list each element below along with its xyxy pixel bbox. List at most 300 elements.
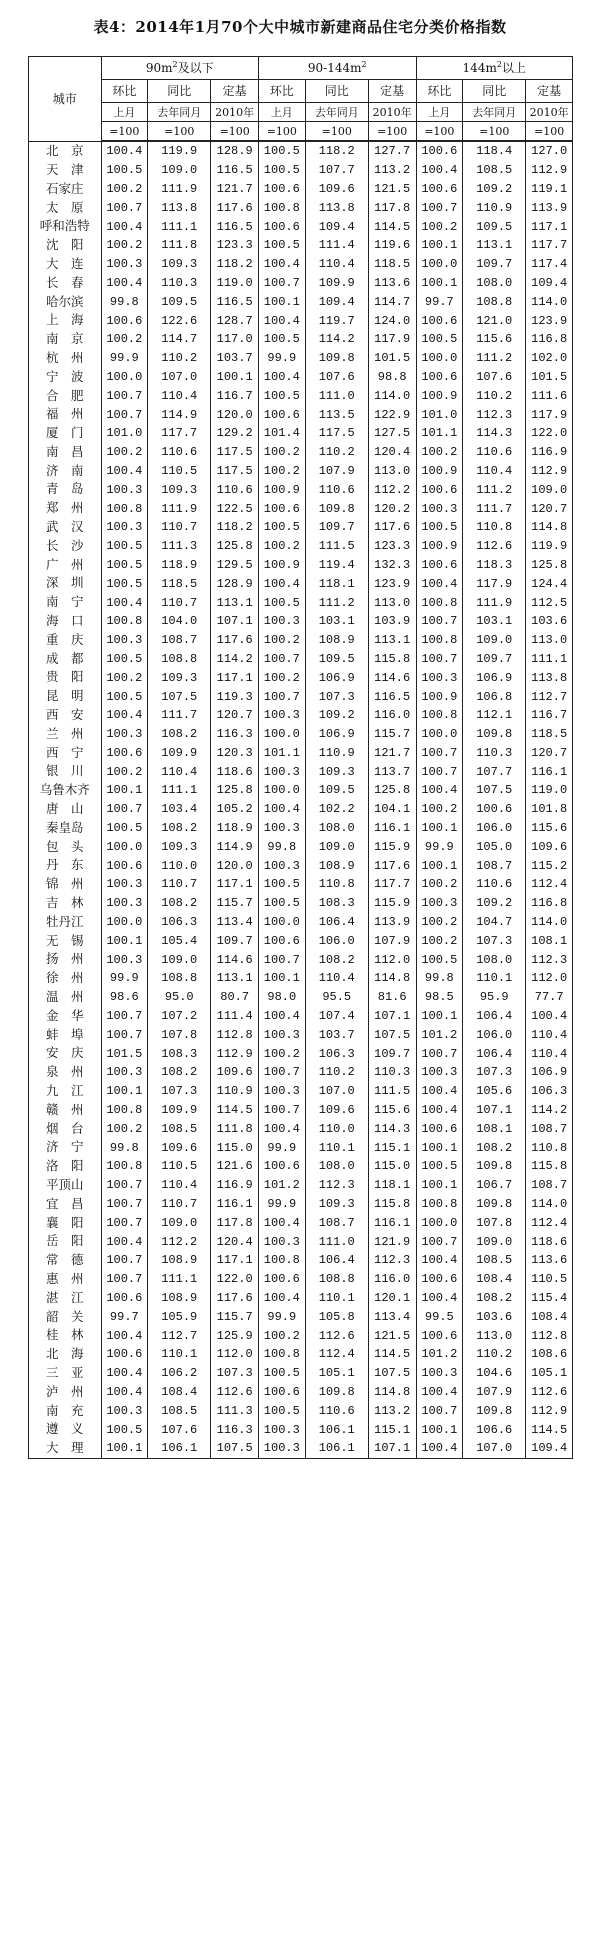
city-name-cell: 深 圳 <box>29 574 102 593</box>
index-value-cell: 109.8 <box>463 1157 526 1176</box>
index-value-cell: 112.4 <box>526 1213 573 1232</box>
index-value-cell: 108.2 <box>148 1063 211 1082</box>
index-value-cell: 114.5 <box>368 217 416 236</box>
index-value-cell: 100.2 <box>101 180 148 199</box>
index-value-cell: 107.1 <box>368 1007 416 1026</box>
table-row <box>29 161 573 180</box>
index-value-cell: 110.6 <box>148 443 211 462</box>
index-value-cell: 112.4 <box>526 875 573 894</box>
index-value-cell: 115.6 <box>526 819 573 838</box>
index-value-cell: 110.9 <box>305 744 368 763</box>
index-value-cell: 100.5 <box>101 819 148 838</box>
index-value-cell: 117.6 <box>368 856 416 875</box>
index-value-cell: 118.1 <box>305 574 368 593</box>
index-value-cell: 109.6 <box>526 837 573 856</box>
index-value-cell: 108.9 <box>148 1251 211 1270</box>
index-value-cell: 117.8 <box>368 198 416 217</box>
index-value-cell: 100.4 <box>416 1439 463 1458</box>
index-value-cell: 101.5 <box>368 349 416 368</box>
index-value-cell: 107.9 <box>368 931 416 950</box>
index-value-cell: 111.5 <box>368 1082 416 1101</box>
city-name-cell: 南 宁 <box>29 593 102 612</box>
index-value-cell: 101.4 <box>259 424 306 443</box>
index-value-cell: 129.2 <box>211 424 259 443</box>
city-name-cell: 上 海 <box>29 311 102 330</box>
index-value-cell: 117.9 <box>526 405 573 424</box>
index-value-cell: 111.8 <box>148 236 211 255</box>
index-value-cell: 107.9 <box>463 1383 526 1402</box>
index-value-cell: 100.2 <box>259 1326 306 1345</box>
index-value-cell: 110.1 <box>305 1289 368 1308</box>
index-value-cell: 123.9 <box>526 311 573 330</box>
index-value-cell: 100.1 <box>101 1439 148 1458</box>
table-row <box>29 1251 573 1270</box>
index-value-cell: 100.8 <box>416 1195 463 1214</box>
index-value-cell: 100.4 <box>416 1101 463 1120</box>
index-value-cell: 109.9 <box>305 274 368 293</box>
city-name-cell: 九 江 <box>29 1082 102 1101</box>
index-value-cell: 114.6 <box>368 668 416 687</box>
index-value-cell: 106.4 <box>305 913 368 932</box>
index-value-cell: 100.5 <box>259 894 306 913</box>
table-row <box>29 762 573 781</box>
table-row <box>29 255 573 274</box>
index-value-cell: 100.7 <box>101 405 148 424</box>
index-value-cell: 106.1 <box>148 1439 211 1458</box>
index-value-cell: 100.6 <box>259 931 306 950</box>
index-value-cell: 120.7 <box>211 706 259 725</box>
index-value-cell: 109.8 <box>463 1401 526 1420</box>
index-value-cell: 115.6 <box>368 1101 416 1120</box>
index-value-cell: 100.4 <box>101 1326 148 1345</box>
index-value-cell: 110.7 <box>148 1195 211 1214</box>
index-value-cell: 120.0 <box>211 405 259 424</box>
table-row <box>29 480 573 499</box>
index-value-cell: 100.3 <box>259 856 306 875</box>
index-value-cell: 104.0 <box>148 612 211 631</box>
index-value-cell: 115.1 <box>368 1138 416 1157</box>
index-value-cell: 101.2 <box>259 1176 306 1195</box>
index-value-cell: 115.7 <box>211 894 259 913</box>
index-value-cell: 113.9 <box>368 913 416 932</box>
index-value-cell: 100.3 <box>101 950 148 969</box>
index-value-cell: 105.0 <box>463 837 526 856</box>
index-value-cell: 120.4 <box>211 1232 259 1251</box>
table-row <box>29 875 573 894</box>
index-value-cell: 108.8 <box>463 292 526 311</box>
index-value-cell: 100.5 <box>101 537 148 556</box>
index-value-cell: 100.6 <box>259 1157 306 1176</box>
table-row <box>29 1082 573 1101</box>
table-row <box>29 236 573 255</box>
base-period-label: 上月 <box>101 103 148 122</box>
index-value-cell: 100.1 <box>416 274 463 293</box>
index-value-cell: 120.4 <box>368 443 416 462</box>
index-value-cell: 109.4 <box>305 217 368 236</box>
index-value-cell: 115.8 <box>526 1157 573 1176</box>
table-row <box>29 330 573 349</box>
index-value-cell: 106.0 <box>463 819 526 838</box>
index-value-cell: 116.5 <box>368 687 416 706</box>
index-value-cell: 118.9 <box>211 819 259 838</box>
index-value-cell: 100.6 <box>416 311 463 330</box>
index-value-cell: 108.2 <box>305 950 368 969</box>
index-value-cell: 112.6 <box>526 1383 573 1402</box>
index-value-cell: 108.2 <box>148 725 211 744</box>
index-value-cell: 125.9 <box>211 1326 259 1345</box>
index-value-cell: 110.6 <box>305 1401 368 1420</box>
index-value-cell: 106.4 <box>463 1007 526 1026</box>
index-value-cell: 100.1 <box>416 1138 463 1157</box>
index-value-cell: 100.2 <box>259 1044 306 1063</box>
index-value-cell: 106.8 <box>463 687 526 706</box>
index-value-cell: 114.7 <box>368 292 416 311</box>
base-value-label: =100 <box>368 122 416 142</box>
index-value-cell: 106.4 <box>305 1251 368 1270</box>
index-value-cell: 100.3 <box>416 499 463 518</box>
index-value-cell: 100.8 <box>259 1345 306 1364</box>
index-value-cell: 113.1 <box>463 236 526 255</box>
base-value-label: =100 <box>211 122 259 142</box>
index-value-cell: 113.6 <box>368 274 416 293</box>
index-value-cell: 110.5 <box>148 462 211 481</box>
index-value-cell: 109.3 <box>305 762 368 781</box>
table-row <box>29 405 573 424</box>
index-value-cell: 108.5 <box>463 161 526 180</box>
index-value-cell: 107.4 <box>305 1007 368 1026</box>
index-value-cell: 110.3 <box>148 274 211 293</box>
index-value-cell: 103.7 <box>305 1025 368 1044</box>
city-name-cell: 平顶山 <box>29 1176 102 1195</box>
index-value-cell: 107.3 <box>305 687 368 706</box>
index-value-cell: 100.9 <box>416 537 463 556</box>
index-value-cell: 113.1 <box>211 593 259 612</box>
index-value-cell: 109.3 <box>148 837 211 856</box>
table-row <box>29 499 573 518</box>
index-value-cell: 110.4 <box>305 255 368 274</box>
fixed-base-header: 定基 <box>526 80 573 103</box>
index-value-cell: 100.6 <box>259 1270 306 1289</box>
index-value-cell: 100.4 <box>101 706 148 725</box>
group-header-large: $144m^2$以上 <box>416 57 572 80</box>
index-value-cell: 121.5 <box>368 1326 416 1345</box>
index-value-cell: 100.3 <box>101 255 148 274</box>
index-value-cell: 115.2 <box>526 856 573 875</box>
index-value-cell: 77.7 <box>526 988 573 1007</box>
index-value-cell: 112.6 <box>463 537 526 556</box>
city-name-cell: 包 头 <box>29 837 102 856</box>
city-name-cell: 杭 州 <box>29 349 102 368</box>
index-value-cell: 116.9 <box>211 1176 259 1195</box>
city-name-cell: 锦 州 <box>29 875 102 894</box>
city-name-cell: 岳 阳 <box>29 1232 102 1251</box>
index-value-cell: 120.7 <box>526 499 573 518</box>
index-value-cell: 125.8 <box>211 781 259 800</box>
index-value-cell: 108.2 <box>148 819 211 838</box>
index-value-cell: 100.7 <box>101 1213 148 1232</box>
index-value-cell: 100.8 <box>416 631 463 650</box>
city-name-cell: 青 岛 <box>29 480 102 499</box>
index-value-cell: 108.0 <box>463 950 526 969</box>
index-value-cell: 117.6 <box>211 1289 259 1308</box>
city-name-cell: 湛 江 <box>29 1289 102 1308</box>
index-value-cell: 127.5 <box>368 424 416 443</box>
index-value-cell: 100.2 <box>259 443 306 462</box>
index-value-cell: 105.9 <box>148 1307 211 1326</box>
index-value-cell: 100.4 <box>101 1232 148 1251</box>
table-row <box>29 650 573 669</box>
index-value-cell: 120.3 <box>211 744 259 763</box>
index-value-cell: 106.3 <box>526 1082 573 1101</box>
index-value-cell: 105.1 <box>526 1364 573 1383</box>
city-name-cell: 北 海 <box>29 1345 102 1364</box>
index-value-cell: 98.6 <box>101 988 148 1007</box>
index-value-cell: 100.4 <box>526 1007 573 1026</box>
index-value-cell: 121.7 <box>211 180 259 199</box>
index-value-cell: 121.6 <box>211 1157 259 1176</box>
index-value-cell: 113.8 <box>526 668 573 687</box>
index-value-cell: 113.2 <box>368 1401 416 1420</box>
index-value-cell: 118.4 <box>463 141 526 161</box>
city-name-cell: 沈 阳 <box>29 236 102 255</box>
index-value-cell: 107.5 <box>148 687 211 706</box>
index-value-cell: 104.1 <box>368 800 416 819</box>
index-value-cell: 100.1 <box>416 1176 463 1195</box>
index-value-cell: 109.6 <box>148 1138 211 1157</box>
index-value-cell: 112.6 <box>211 1383 259 1402</box>
index-value-cell: 109.4 <box>526 274 573 293</box>
table-row <box>29 1383 573 1402</box>
table-row <box>29 1420 573 1439</box>
index-value-cell: 103.6 <box>526 612 573 631</box>
city-name-cell: 南 充 <box>29 1401 102 1420</box>
table-row <box>29 593 573 612</box>
index-value-cell: 111.3 <box>148 537 211 556</box>
city-name-cell: 兰 州 <box>29 725 102 744</box>
index-value-cell: 100.7 <box>101 1195 148 1214</box>
index-value-cell: 109.0 <box>526 480 573 499</box>
index-value-cell: 109.4 <box>305 292 368 311</box>
table-row <box>29 837 573 856</box>
index-value-cell: 100.1 <box>416 1007 463 1026</box>
index-value-cell: 100.6 <box>259 405 306 424</box>
index-value-cell: 112.9 <box>526 462 573 481</box>
index-value-cell: 110.5 <box>148 1157 211 1176</box>
index-value-cell: 112.0 <box>368 950 416 969</box>
index-value-cell: 125.8 <box>526 556 573 575</box>
index-value-cell: 100.4 <box>416 1289 463 1308</box>
index-value-cell: 100.8 <box>101 499 148 518</box>
city-name-cell: 太 原 <box>29 198 102 217</box>
index-value-cell: 115.7 <box>368 725 416 744</box>
table-row <box>29 274 573 293</box>
base-period-label: 去年同月 <box>305 103 368 122</box>
table-row <box>29 931 573 950</box>
index-value-cell: 112.9 <box>526 1401 573 1420</box>
city-name-cell: 吉 林 <box>29 894 102 913</box>
index-value-cell: 100.6 <box>259 1383 306 1402</box>
index-value-cell: 106.2 <box>148 1364 211 1383</box>
base-period-label: 2010年 <box>368 103 416 122</box>
index-value-cell: 100.5 <box>259 593 306 612</box>
index-value-cell: 109.0 <box>463 1232 526 1251</box>
index-value-cell: 116.7 <box>211 386 259 405</box>
index-value-cell: 100.5 <box>416 1157 463 1176</box>
table-row <box>29 725 573 744</box>
index-value-cell: 101.8 <box>526 800 573 819</box>
index-value-cell: 110.4 <box>148 762 211 781</box>
index-value-cell: 118.1 <box>368 1176 416 1195</box>
index-value-cell: 100.4 <box>259 574 306 593</box>
city-name-cell: 济 南 <box>29 462 102 481</box>
table-row <box>29 141 573 161</box>
city-name-cell: 遵 义 <box>29 1420 102 1439</box>
index-value-cell: 110.1 <box>148 1345 211 1364</box>
index-value-cell: 109.9 <box>148 744 211 763</box>
index-value-cell: 102.2 <box>305 800 368 819</box>
city-name-cell: 蚌 埠 <box>29 1025 102 1044</box>
index-value-cell: 100.1 <box>259 969 306 988</box>
table-row <box>29 1270 573 1289</box>
index-value-cell: 100.7 <box>416 1044 463 1063</box>
index-value-cell: 108.9 <box>305 856 368 875</box>
index-type-header-row <box>29 80 573 103</box>
index-value-cell: 108.2 <box>463 1289 526 1308</box>
index-value-cell: 116.3 <box>211 725 259 744</box>
index-value-cell: 118.5 <box>368 255 416 274</box>
index-value-cell: 115.8 <box>368 650 416 669</box>
index-value-cell: 108.8 <box>148 650 211 669</box>
index-value-cell: 100.7 <box>259 950 306 969</box>
index-value-cell: 116.7 <box>526 706 573 725</box>
index-value-cell: 107.8 <box>148 1025 211 1044</box>
index-value-cell: 112.7 <box>526 687 573 706</box>
index-value-cell: 117.9 <box>463 574 526 593</box>
index-value-cell: 107.6 <box>463 368 526 387</box>
index-value-cell: 123.3 <box>211 236 259 255</box>
index-value-cell: 100.7 <box>416 612 463 631</box>
index-value-cell: 109.8 <box>305 349 368 368</box>
table-row <box>29 1401 573 1420</box>
index-value-cell: 113.6 <box>526 1251 573 1270</box>
index-value-cell: 107.2 <box>148 1007 211 1026</box>
index-value-cell: 100.3 <box>259 612 306 631</box>
index-value-cell: 113.1 <box>368 631 416 650</box>
index-value-cell: 100.4 <box>416 1383 463 1402</box>
index-value-cell: 110.3 <box>368 1063 416 1082</box>
index-value-cell: 100.1 <box>416 819 463 838</box>
index-value-cell: 119.0 <box>211 274 259 293</box>
table-row <box>29 687 573 706</box>
table-row <box>29 1007 573 1026</box>
index-value-cell: 100.0 <box>101 837 148 856</box>
table-row <box>29 198 573 217</box>
index-value-cell: 101.5 <box>526 368 573 387</box>
index-value-cell: 107.0 <box>305 1082 368 1101</box>
index-value-cell: 108.8 <box>148 969 211 988</box>
index-value-cell: 112.8 <box>211 1025 259 1044</box>
table-row <box>29 1101 573 1120</box>
index-value-cell: 108.0 <box>305 1157 368 1176</box>
index-value-cell: 110.2 <box>305 443 368 462</box>
table-row <box>29 1232 573 1251</box>
index-value-cell: 106.9 <box>526 1063 573 1082</box>
index-value-cell: 112.8 <box>526 1326 573 1345</box>
index-value-cell: 113.0 <box>368 462 416 481</box>
city-name-cell: 合 肥 <box>29 386 102 405</box>
index-value-cell: 113.8 <box>305 198 368 217</box>
index-value-cell: 100.5 <box>101 650 148 669</box>
table-row <box>29 1326 573 1345</box>
city-name-cell: 大 连 <box>29 255 102 274</box>
index-value-cell: 100.3 <box>416 668 463 687</box>
index-value-cell: 107.7 <box>463 762 526 781</box>
index-value-cell: 117.4 <box>526 255 573 274</box>
table-row <box>29 612 573 631</box>
base-value-label: =100 <box>148 122 211 142</box>
index-value-cell: 109.6 <box>305 180 368 199</box>
index-value-cell: 118.2 <box>305 141 368 161</box>
index-value-cell: 121.5 <box>368 180 416 199</box>
index-value-cell: 115.1 <box>368 1420 416 1439</box>
index-value-cell: 110.7 <box>148 875 211 894</box>
index-value-cell: 111.4 <box>211 1007 259 1026</box>
index-value-cell: 100.0 <box>416 349 463 368</box>
index-value-cell: 116.3 <box>211 1420 259 1439</box>
index-value-cell: 100.6 <box>416 1270 463 1289</box>
index-value-cell: 100.4 <box>416 1251 463 1270</box>
mom-header: 环比 <box>101 80 148 103</box>
index-value-cell: 100.7 <box>101 1270 148 1289</box>
index-value-cell: 112.1 <box>463 706 526 725</box>
index-value-cell: 114.5 <box>211 1101 259 1120</box>
table-row <box>29 462 573 481</box>
index-value-cell: 113.1 <box>211 969 259 988</box>
index-value-cell: 104.6 <box>463 1364 526 1383</box>
index-value-cell: 100.7 <box>259 274 306 293</box>
index-value-cell: 117.5 <box>305 424 368 443</box>
index-value-cell: 116.0 <box>368 706 416 725</box>
index-value-cell: 109.9 <box>148 1101 211 1120</box>
index-value-cell: 103.1 <box>305 612 368 631</box>
index-value-cell: 100.6 <box>416 368 463 387</box>
group-header-small: $90m^2$及以下 <box>101 57 258 80</box>
index-value-cell: 99.9 <box>259 349 306 368</box>
index-value-cell: 100.7 <box>101 1251 148 1270</box>
table-row <box>29 668 573 687</box>
index-value-cell: 119.9 <box>148 141 211 161</box>
index-value-cell: 100.7 <box>101 198 148 217</box>
index-value-cell: 100.7 <box>101 800 148 819</box>
index-value-cell: 100.4 <box>259 1119 306 1138</box>
index-value-cell: 100.2 <box>259 462 306 481</box>
index-value-cell: 114.2 <box>211 650 259 669</box>
index-value-cell: 103.1 <box>463 612 526 631</box>
city-name-cell: 常 德 <box>29 1251 102 1270</box>
index-value-cell: 103.6 <box>463 1307 526 1326</box>
index-value-cell: 113.7 <box>368 762 416 781</box>
index-value-cell: 112.9 <box>211 1044 259 1063</box>
index-value-cell: 111.9 <box>148 499 211 518</box>
base-value-label: =100 <box>101 122 148 142</box>
index-value-cell: 115.7 <box>211 1307 259 1326</box>
index-value-cell: 111.9 <box>148 180 211 199</box>
index-value-cell: 99.8 <box>101 1138 148 1157</box>
index-value-cell: 113.0 <box>526 631 573 650</box>
table-row <box>29 1063 573 1082</box>
index-value-cell: 105.1 <box>305 1364 368 1383</box>
index-value-cell: 100.4 <box>259 1213 306 1232</box>
